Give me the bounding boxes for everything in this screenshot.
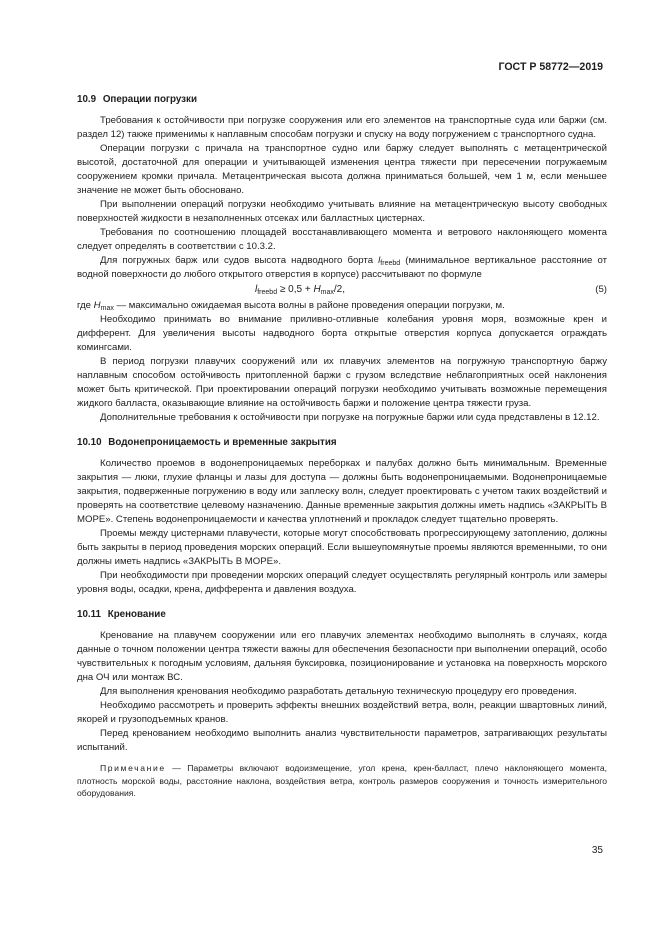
paragraph: Необходимо рассмотреть и проверить эффекты внешних воздействий ветра, волн, реакции швартовных линий, якорей и грузоподъемных кранов. [77, 700, 607, 725]
section-number: 10.10 [77, 437, 102, 448]
formula-expression: $l_{freebd} \ge 0,5 + H_{max}/2$, [255, 284, 346, 296]
section-10-11-heading [77, 608, 607, 622]
paragraph: В период погрузки плавучих сооружений или их плавучих элементов на погружную транспортную баржу наплавным способом остойчивость притопленной баржи с грузом вследствие неблагоприятных осей наклонения может быть критической. При проектировании операций погрузки необходимо учитывать возможные перемещения жидкого балласта, оказывающие влияние на остойчивость баржи и положение центра тяжести груза. [77, 356, 607, 409]
paragraph: Требования к остойчивости при погрузке сооружения или его элементов на транспортные суда или баржи (см. раздел 12) также применимы к наплавным способам погрузки и спуску на воду погружением с транспортного судна. [77, 115, 607, 140]
paragraph: Проемы между цистернами плавучести, которые могут способствовать прогрессирующему затоплению, должны быть закрыты в период проведения морских операций. Если вышеупомянутые проемы являются временными, то они должны иметь надпись «ЗАКРЫТЬ В МОРЕ». [77, 528, 607, 567]
section-number: 10.11 [77, 609, 101, 620]
paragraph: Дополнительные требования к остойчивости при погрузке на погружные баржи или суда представлены в 12.12. [100, 412, 600, 423]
paragraph: Для выполнения кренования необходимо разработать детальную техническую процедуру его проведения. [100, 686, 577, 697]
paragraph: Необходимо принимать во внимание приливно-отливные колебания уровня моря, возможные крен и дифферент. Для увеличения высоты надводного борта открытые отверстия корпуса допускается ограждать комингсами. [77, 314, 607, 353]
note-text: — Параметры включают водоизмещение, угол крена, крен-балласт, плечо наклоняющего момента, плотность морской воды, расстояние наклона, воздействия ветра, контроль размеров сооружения и точность измерительного оборудования. [77, 763, 607, 798]
section-number: 10.9 [77, 94, 97, 105]
paragraph: Перед кренованием необходимо выполнить анализ чувствительности параметров, затрагивающих результаты испытаний. [77, 728, 607, 753]
section-title: Водонепроницаемость и временные закрытия [108, 437, 337, 448]
note [77, 762, 607, 800]
formula-5 [77, 283, 607, 298]
paragraph: При выполнении операций погрузки необходимо учитывать влияние на метацентрическую высоту свободных поверхностей жидкости в незаполненных отсеках или балластных цистернах. [77, 199, 607, 224]
note-label: Примечание [100, 763, 166, 773]
page-number: 35 [591, 845, 603, 856]
formula-explanation: где $H_{max}$ — максимально ожидаемая высота волны в районе проведения операции погрузки, м. [77, 300, 505, 312]
paragraph: Операции погрузки с причала на транспортное судно или баржу следует выполнять с метацентрической высотой, достаточной для операции и учитывающей изменения центра тяжести при пересечении погружаемым сооружением кромки причала. Метацентрическая высота должна приниматься большей, чем 1 м, если меньшее значение не может быть обосновано. [77, 143, 607, 196]
paragraph: Кренование на плавучем сооружении или его плавучих элементах необходимо выполнять в случаях, когда данные о точном положении центра тяжести важны для обеспечения безопасности при выполнении операций, особо чувствительных к погодным условиям, дальняя буксировка, позиционирование и установка на поверхность морского дна ОЧ или монтаж ВС. [77, 630, 607, 683]
section-10-9-heading [77, 93, 607, 107]
formula-number: (5) [595, 284, 607, 295]
paragraph: При необходимости при проведении морских операций следует осуществлять регулярный контроль или замеры уровня воды, осадки, крена, дифферента и давления воздуха. [77, 570, 607, 595]
section-title: Операции погрузки [102, 94, 197, 105]
standard-designation: ГОСТ Р 58772—2019 [498, 61, 603, 73]
section-10-10-heading [77, 436, 607, 450]
paragraph-freeboard: Для погружных барж или судов высота надводного борта $l_{freebd}$ (минимальное вертикальное расстояние от водной поверхности до любого открытого отверстия в корпусе) рассчитывают по формуле [77, 255, 608, 280]
paragraph: Требования по соотношению площадей восстанавливающего момента и ветрового наклоняющего момента следует определять в соответствии с 10.3.2. [77, 227, 607, 252]
section-title: Кренование [107, 609, 166, 620]
paragraph: Количество проемов в водонепроницаемых переборках и палубах должно быть минимальным. Временные закрытия — люки, глухие фланцы и лазы для доступа — должны быть водонепроницаемыми. Водонепроницаемые закрытия, подверженные погружению в воду или заплеску волн, следует проектировать с учетом таких воздействий и проверять на соответствие целевому назначению. Данные временные закрытия должны иметь надпись «ЗАКРЫТЬ В МОРЕ». Степень водонепроницаемости и качества уплотнений и прокладок следует тщательно проверять. [77, 458, 607, 525]
